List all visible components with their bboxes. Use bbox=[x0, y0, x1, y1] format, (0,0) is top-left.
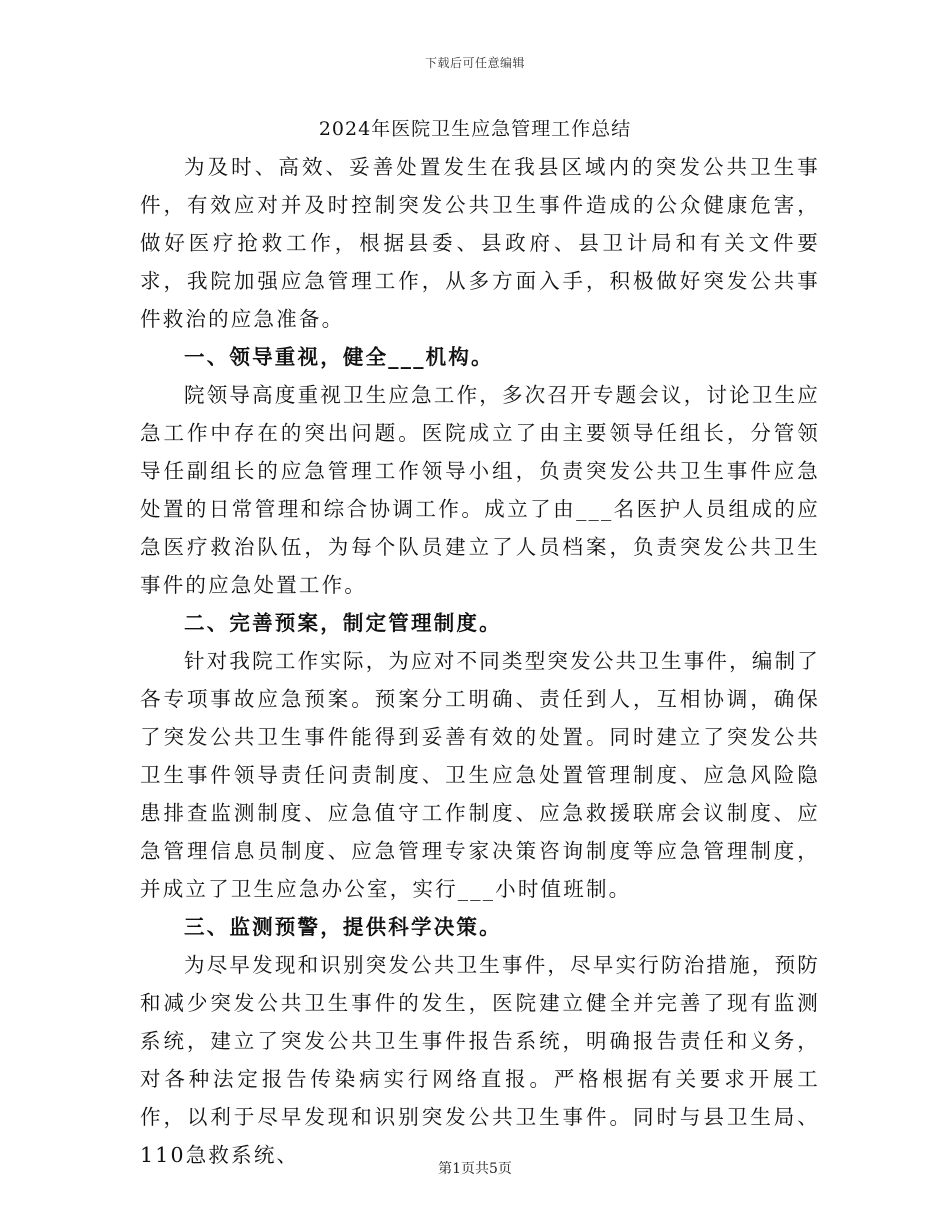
paragraph-section-2: 针对我院工作实际，为应对不同类型突发公共卫生事件，编制了各专项事故应急预案。预案分工明确、责任到人，互相协调，确保了突发公共卫生事件能得到妥善有效的处置。同时建立了突发公共卫生事件领导责任问责制度、卫生应急处置管理制度、应急风险隐患排查监测制度、应急值守工作制度、应急救援联席会议制度、应急管理信息员制度、应急管理专家决策咨询制度等应急管理制度，并成立了卫生应急办公室，实行___小时值班制。 bbox=[140, 649, 820, 901]
header-note: 下载后可任意编辑 bbox=[424, 56, 525, 70]
paragraph-intro: 为及时、高效、妥善处置发生在我县区域内的突发公共卫生事件，有效应对并及时控制突发公共卫生事件造成的公众健康危害，做好医疗抢救工作，根据县委、县政府、县卫计局和有关文件要求，我院加强应急管理工作，从多方面入手，积极做好突发公共事件救治的应急准备。 bbox=[140, 155, 820, 331]
section-heading-2: 二、完善预案，制定管理制度。 bbox=[184, 611, 502, 635]
paragraph-section-3: 为尽早发现和识别突发公共卫生事件，尽早实行防治措施，预防和减少突发公共卫生事件的发生，医院建立健全并完善了现有监测系统，建立了突发公共卫生事件报告系统，明确报告责任和义务，对各种法定报告传染病实行网络直报。严格根据有关要求开展工作，以利于尽早发现和识别突发公共卫生事件。同时与县卫生局、110急救系统、 bbox=[140, 953, 820, 1167]
section-heading-3: 三、监测预警，提供科学决策。 bbox=[184, 915, 502, 939]
document-body bbox=[140, 148, 820, 1174]
section-heading-1: 一、领导重视，健全___机构。 bbox=[184, 345, 494, 369]
document-title: 2024年医院卫生应急管理工作总结 bbox=[318, 118, 632, 140]
paragraph-section-1: 院领导高度重视卫生应急工作，多次召开专题会议，讨论卫生应急工作中存在的突出问题。医院成立了由主要领导任组长，分管领导任副组长的应急管理工作领导小组，负责突发公共卫生事件应急处置的日常管理和综合协调工作。成立了由___名医护人员组成的应急医疗救治队伍，为每个队员建立了人员档案，负责突发公共卫生事件的应急处置工作。 bbox=[140, 383, 820, 597]
page-number-footer: 第1页共5页 bbox=[438, 1161, 512, 1177]
